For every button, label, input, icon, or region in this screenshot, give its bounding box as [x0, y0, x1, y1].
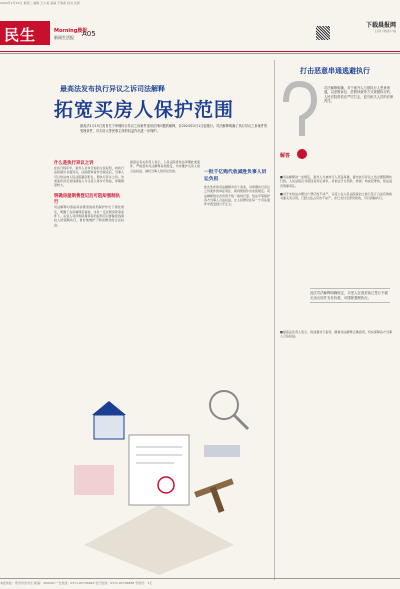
- page-footer: 本报地址：郑州市金水区 邮编：450000 广告热线：0371-65796666 发行热线：0371-65796888 零售价：1元: [0, 578, 400, 589]
- paragraph-3: 此次发布的司法解释共有十余条，对审理执行异议之诉案件的举证责任、裁判规则作出系统规定。司法解释的出台有利于统一裁判尺度，依法平等保护各方当事人合法权益，让人民群众在每一个司法案件中感受到公平正义。: [204, 185, 271, 207]
- right-paragraph-3: ■最高法负责人表示，将加强对下指导，确保司法解释正确适用，切实保障各方当事人合法权益。: [280, 330, 392, 339]
- paper-name: Morning晨报: [54, 28, 88, 34]
- article-col-2: [130, 160, 200, 173]
- app-ad[interactable]: [330, 20, 396, 48]
- court-illustration: [54, 345, 264, 575]
- app-ad-sub: 扫码下载客户端: [374, 29, 396, 33]
- right-column-lower: [280, 330, 392, 339]
- paragraph-4: 最高法有关负责人表示，人民法院将依法审理此类案件，严格落实司法解释各项规定，切实维护买房人的合法权益，减轻当事人的诉讼负担。: [130, 160, 200, 173]
- answer-label: 解答: [280, 153, 291, 159]
- article-lead: 最高法1月15日发布关于审理执行异议之诉案件适用法律问题的解释，自2024年2月1日起施行。司法解释明确了执行异议之诉案件的受理条件，对买房人等民事主体的权益作出进一步保护。: [80, 124, 268, 133]
- right-quote: 司法解释明确，对于案外人与被执行人恶意串通，以虚假诉讼、虚假仲裁等方式规避执行的，人民法院将依法严厉打击，追究相关人员的法律责任。: [324, 86, 394, 104]
- paragraph-1: 在执行程序中，案外人对执行标的主张权利，向执行法院提出书面异议，法院经审查作出裁定后，当事人可以依法向人民法院提起诉讼，即执行异议之诉。该类案件涉及金钱债权人与买受人等多方利益，审理难度较大。: [54, 166, 124, 188]
- subhead-2: 明确房屋销售登记后可阻却强制执行: [54, 194, 120, 206]
- right-paragraph-2: ■对于未依法办理过户登记的不动产，买受人在人民法院查封之前已签订合法有效的书面买卖合同，已经合法占有该不动产，并已支付全部价款的，可以排除执行。: [280, 191, 392, 201]
- article-headline: 拓宽买房人保护范围: [54, 99, 235, 121]
- article-col-1: [54, 160, 124, 227]
- section-title: 民生: [4, 26, 37, 44]
- right-paragraph-1: ■司法解释进一步规定，案外人与被执行人恶意串通，提出执行异议之诉企图阻碍执行的，人民法院应当驳回其诉讼请求，并依法予以罚款、拘留；构成犯罪的，依法追究刑事责任。: [280, 175, 392, 188]
- header-rule-thin: [0, 53, 400, 54]
- right-column: [280, 175, 392, 200]
- article-col-3: [204, 168, 270, 206]
- app-ad-title: 下载晨报网: [365, 22, 396, 29]
- page-number: A05: [82, 30, 96, 38]
- paragraph-2: 司法解释对商品房消费者的权利保护作出了细化规定，明确了在房屋网签备案、支付一定比例房款等条件下，买受人对所购房屋享有的权利可以排除金钱债权人的强制执行，更好地维护了购房群众的合法权益。: [54, 205, 124, 227]
- qr-code-icon[interactable]: [316, 26, 330, 40]
- right-headline: 打击恶意串通逃避执行: [300, 67, 370, 75]
- subhead-1: 什么是执行异议之诉: [54, 161, 94, 166]
- right-pull-quote: 此次司法解释明确规定，买受人在查封前已签订书面买卖合同并支付价款，可排除强制执行。: [310, 288, 390, 303]
- header-rule: [0, 51, 400, 52]
- article-kicker: 最高法发布执行异议之诉司法解释: [60, 85, 165, 93]
- subhead-3: 一批千亿购代收减胜负事人诉讼负担: [204, 170, 267, 182]
- column-divider: [274, 60, 275, 580]
- paper-subtitle: 新闻生活报: [54, 35, 74, 40]
- top-date-line: 2024年1月16日 星期二 编辑 王小美 美编 于海燕 校对 张新: [0, 0, 400, 7]
